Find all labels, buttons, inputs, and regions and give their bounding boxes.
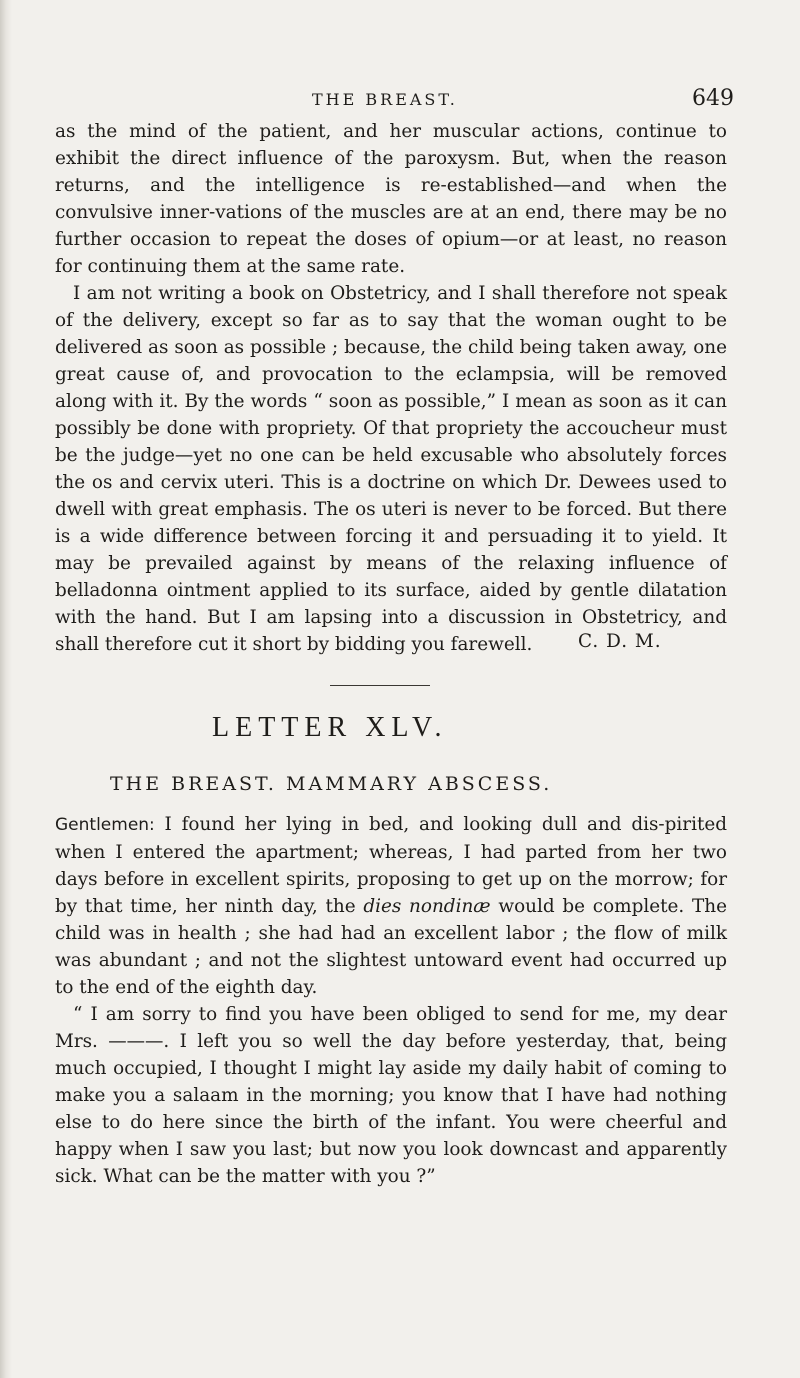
previous-letter-text [55, 118, 727, 658]
letter-title: LETTER XLV. [212, 712, 448, 743]
page-header [0, 86, 800, 116]
paragraph-text: would be complete. The child was in health ; she had had an excellent labor ; the flow of milk was abundant ; and not the slightest untoward event had occurred up to the end of the eighth day. [55, 896, 727, 998]
page-number: 649 [692, 86, 734, 111]
running-title: THE BREAST. [312, 90, 458, 109]
section-divider [330, 685, 430, 686]
page-spine-shadow [0, 0, 12, 1378]
latin-phrase: dies nondinæ [363, 896, 491, 917]
paragraph [55, 811, 727, 1001]
paragraph: “ I am sorry to find you have been obliged to send for me, my dear Mrs. ———. I left you so well the day before yesterday, that, being much occupied, I thought I might lay aside my daily habit of coming to make you a salaam in the morning; you know that I have had nothing else to do here since the birth of the infant. You were cheerful and happy when I saw you last; but now you look downcast and apparently sick. What can be the matter with you ?” [55, 1004, 727, 1187]
paragraph: as the mind of the patient, and her muscular actions, continue to exhibit the direct influence of the paroxysm. But, when the reason returns, and the intelligence is re-established—and when the convulsive inner-vations of the muscles are at an end, there may be no further occasion to repeat the doses of opium—or at least, no reason for continuing them at the same rate. [55, 121, 727, 277]
paragraph-text: I found her lying in bed, and looking dull and dis-pirited when I entered the apartment; whereas, I had parted from her two days before in excellent spirits, proposing to get up on the morrow; for by that time, her ninth day, the [55, 814, 727, 917]
salutation: Gentlemen: [55, 815, 155, 835]
signature: C. D. M. [578, 631, 662, 652]
letter-body [55, 811, 727, 1190]
paragraph: I am not writing a book on Obstetricy, and I shall therefore not speak of the delivery, except so far as to say that the woman ought to be delivered as soon as possible ; because, the child being taken away, one great cause of, and provocation to the eclampsia, will be removed along with it. By the words “ soon as possible,” I mean as soon as it can possibly be done with propriety. Of that propriety the accoucheur must be the judge—yet no one can be held excusable who absolutely forces the os and cervix uteri. This is a doctrine on which Dr. Dewees used to dwell with great emphasis. The os uteri is never to be forced. But there is a wide difference between forcing it and persuading it to yield. It may be prevailed against by means of the relaxing influence of belladonna ointment applied to its surface, aided by gentle dilatation with the hand. But I am lapsing into a discussion in Obstetricy, and shall therefore cut it short by bidding you farewell. [55, 283, 727, 655]
letter-subtitle: THE BREAST. MAMMARY ABSCESS. [110, 773, 553, 795]
